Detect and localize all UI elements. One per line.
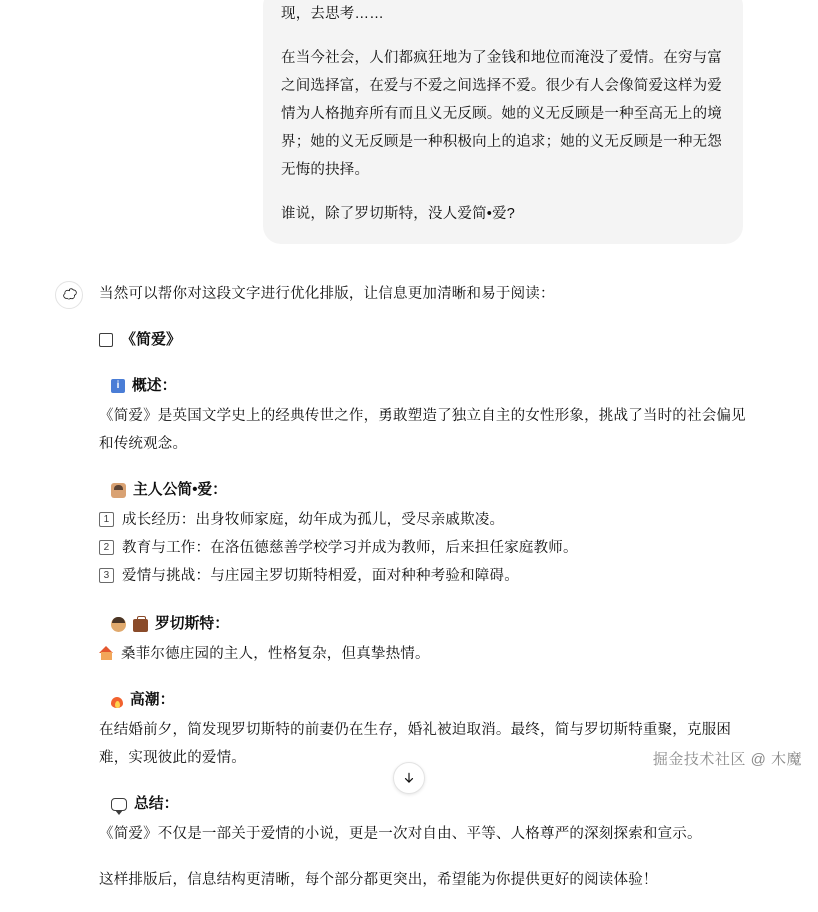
house-icon [99, 646, 114, 660]
list-number-2: 2 [99, 540, 114, 555]
list-number-1: 1 [99, 512, 114, 527]
user-message-row [0, 0, 818, 244]
speech-bubble-icon [111, 798, 127, 811]
protagonist-list [99, 506, 749, 590]
list-number-3: 3 [99, 568, 114, 583]
list-item-text: 爱情与挑战：与庄园主罗切斯特相爱，面对种种考验和障碍。 [122, 568, 519, 584]
section-heading-rochester [111, 610, 749, 638]
list-item-text: 成长经历：出身牧师家庭，幼年成为孤儿，受尽亲戚欺凌。 [122, 512, 505, 528]
section-body-climax: 在结婚前夕，简发现罗切斯特的前妻仍在生存，婚礼被迫取消。最终，简与罗切斯特重聚，克服困难，实现彼此的爱情。 [99, 722, 732, 766]
person-icon [111, 483, 126, 498]
info-icon: i [111, 379, 125, 393]
section-body-rochester: 桑菲尔德庄园的主人，性格复杂，但真挚热情。 [121, 646, 430, 662]
user-message-bubble [263, 0, 743, 244]
section-body-rochester-row [99, 640, 749, 668]
scroll-to-bottom-button[interactable] [393, 762, 425, 794]
briefcase-icon [133, 619, 148, 632]
assistant-message-body [99, 280, 749, 912]
section-heading-protagonist-text: 主人公简•爱： [133, 482, 227, 498]
section-heading-protagonist [111, 476, 749, 504]
section-heading-summary-text: 总结： [134, 796, 179, 812]
section-heading-rochester-text: 罗切斯特： [155, 616, 229, 632]
fire-icon [111, 693, 123, 708]
section-heading-climax-text: 高潮： [130, 692, 175, 708]
list-item [99, 534, 749, 562]
section-heading-summary [111, 790, 749, 818]
assistant-closing: 这样排版后，信息结构更清晰，每个部分都更突出，希望能为你提供更好的阅读体验！ [99, 872, 658, 888]
assistant-title-text: 《简爱》 [121, 331, 182, 348]
face-icon [111, 617, 126, 632]
user-paragraph-1: 现，去思考…… [281, 6, 384, 22]
list-item-text: 教育与工作：在洛伍德慈善学校学习并成为教师，后来担任家庭教师。 [122, 540, 578, 556]
assistant-intro: 当然可以帮你对这段文字进行优化排版，让信息更加清晰和易于阅读： [99, 286, 555, 302]
openai-logo-icon [55, 281, 83, 309]
assistant-message-row [0, 244, 818, 912]
section-heading-overview-text: 概述： [132, 378, 177, 394]
arrow-down-icon [402, 771, 416, 785]
watermark-text: 掘金技术社区 @ 木魔 [652, 751, 802, 768]
user-paragraph-2: 在当今社会，人们都疯狂地为了金钱和地位而淹没了爱情。在穷与富之间选择富，在爱与不爱之间选择不爱。很少有人会像简爱这样为爱情为人格抛弃所有而且义无反顾。她的义无反顾是一种至高无上的境界；她的义无反顾是一种积极向上的追求；她的义无反顾是一种无怨无悔的抉择。 [281, 50, 722, 178]
assistant-title [99, 326, 749, 354]
book-icon [99, 333, 113, 347]
user-paragraph-3: 谁说，除了罗切斯特，没人爱简•爱? [281, 206, 516, 222]
section-body-summary: 《简爱》不仅是一部关于爱情的小说，更是一次对自由、平等、人格尊严的深刻探索和宣示。 [99, 826, 702, 842]
section-heading-overview [111, 372, 749, 400]
section-body-overview: 《简爱》是英国文学史上的经典传世之作，勇敢塑造了独立自主的女性形象，挑战了当时的社会偏见和传统观念。 [99, 408, 746, 452]
watermark [653, 748, 802, 769]
list-item [99, 562, 749, 590]
section-heading-climax [111, 686, 749, 714]
list-item [99, 506, 749, 534]
